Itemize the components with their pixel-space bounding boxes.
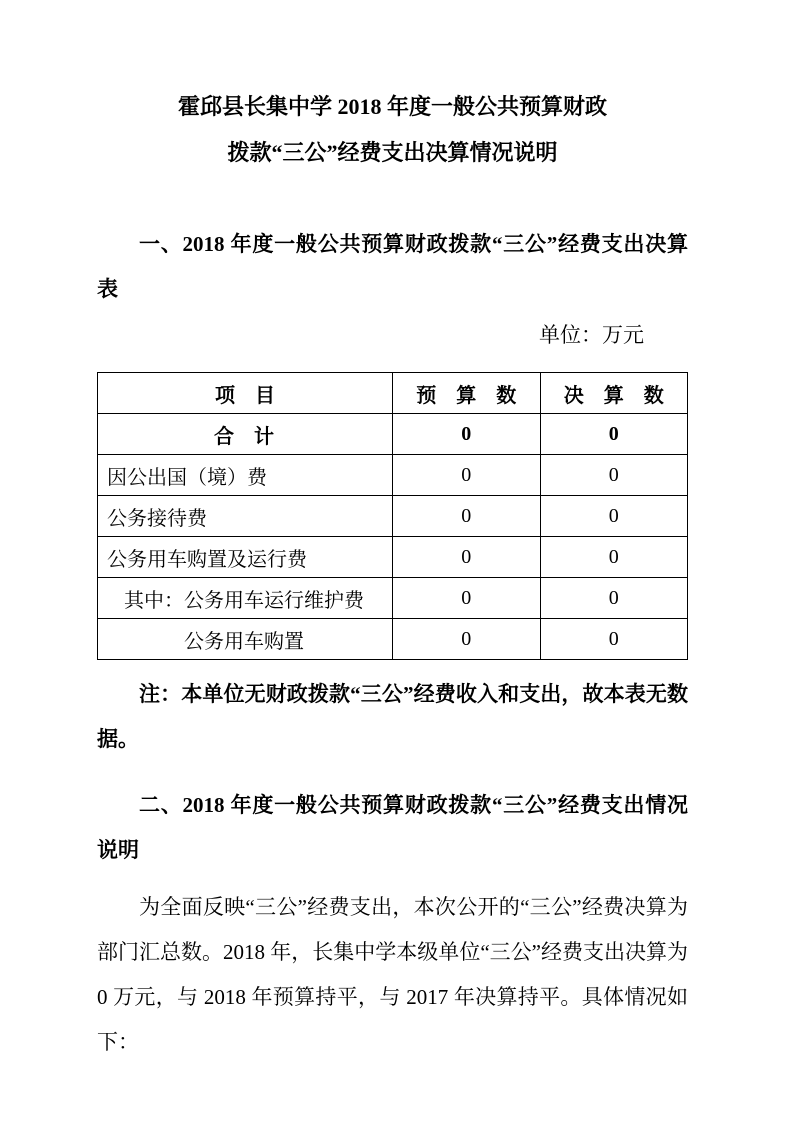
row-final-value: 0: [540, 414, 688, 455]
table-row-abroad: [98, 455, 688, 496]
row-budget-value: 0: [393, 537, 541, 578]
table-row-reception: [98, 496, 688, 537]
row-final-value: 0: [540, 537, 688, 578]
table-row-vehicle-purchase: [98, 619, 688, 660]
row-budget-value: 0: [393, 496, 541, 537]
row-budget-value: 0: [393, 619, 541, 660]
row-budget-value: 0: [393, 578, 541, 619]
expense-table: [97, 372, 688, 660]
table-row-vehicle-maintain: [98, 578, 688, 619]
row-final-value: 0: [540, 455, 688, 496]
section-2-paragraph: 为全面反映“三公”经费支出，本次公开的“三公”经费决算为部门汇总数。2018 年，长集中学本级单位“三公”经费支出决算为 0 万元，与 2018 年预算持平，与 2017 年决算持平。具体情况如下：: [97, 895, 688, 1054]
table-row-vehicle: [98, 537, 688, 578]
row-item-label: 因公出国（境）费: [98, 455, 393, 496]
row-item-label: 公务接待费: [98, 496, 393, 537]
table-row-total: [98, 414, 688, 455]
row-item-label: 公务用车购置: [98, 619, 393, 660]
row-final-value: 0: [540, 578, 688, 619]
row-item-label: 合 计: [98, 414, 393, 455]
row-item-label: 公务用车购置及运行费: [98, 537, 393, 578]
row-item-label: 其中：公务用车运行维护费: [98, 578, 393, 619]
document-title-line-1: 霍邱县长集中学 2018 年度一般公共预算财政: [177, 94, 607, 119]
row-final-value: 0: [540, 496, 688, 537]
row-budget-value: 0: [393, 414, 541, 455]
col-header-final: 决 算 数: [540, 373, 688, 414]
row-final-value: 0: [540, 619, 688, 660]
unit-note: 单位：万元: [539, 323, 644, 347]
document-title-line-2: 拨款“三公”经费支出决算情况说明: [227, 140, 558, 165]
section-1-heading: 一、2018 年度一般公共预算财政拨款“三公”经费支出决算表: [97, 232, 688, 301]
table-note: 注：本单位无财政拨款“三公”经费收入和支出，故本表无数据。: [97, 682, 688, 751]
row-budget-value: 0: [393, 455, 541, 496]
col-header-item: 项 目: [98, 373, 393, 414]
section-2-heading: 二、2018 年度一般公共预算财政拨款“三公”经费支出情况说明: [97, 793, 688, 862]
table-header-row: [98, 373, 688, 414]
col-header-budget: 预 算 数: [393, 373, 541, 414]
document-title: [97, 84, 688, 176]
